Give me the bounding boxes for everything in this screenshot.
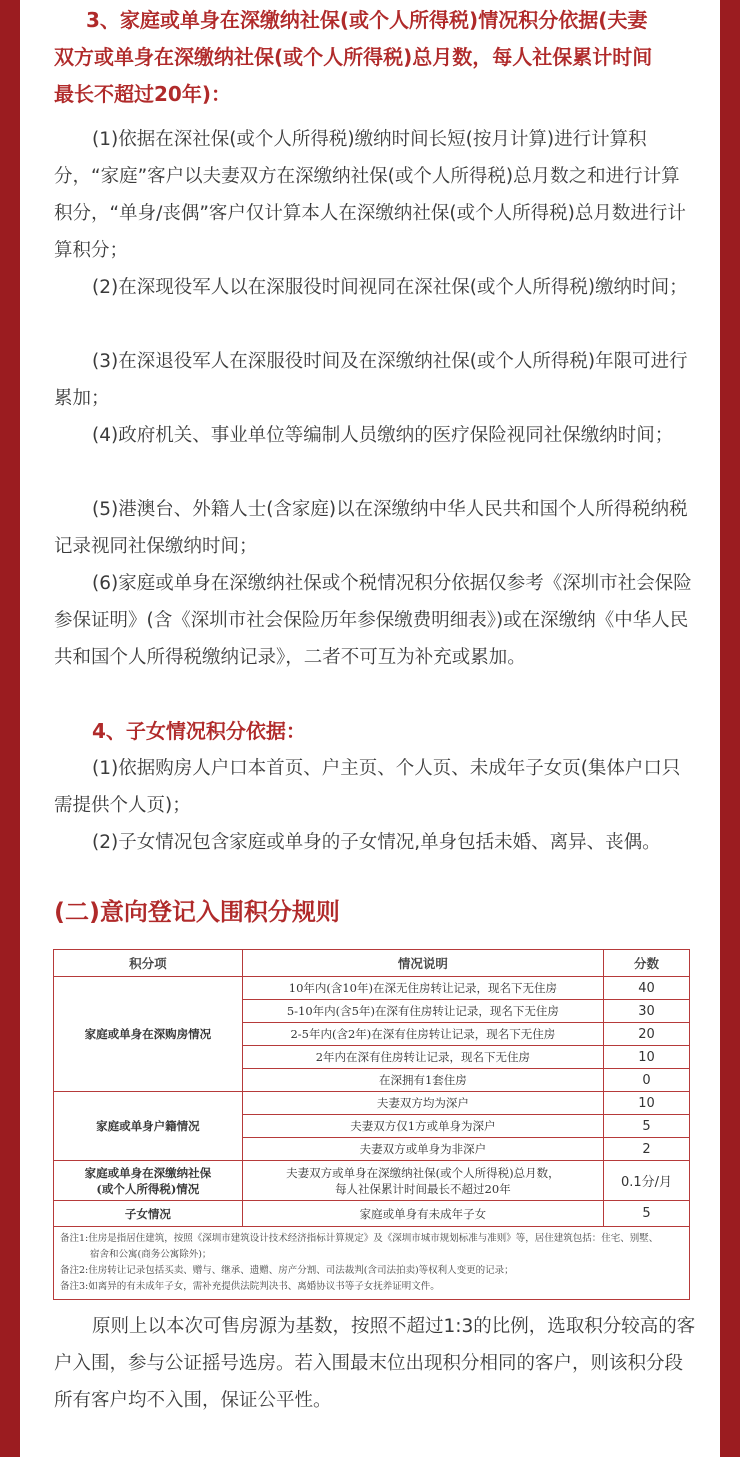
row-score: 2 [604,1138,690,1161]
table-row [54,1161,690,1201]
row-description: 在深拥有1套住房 [242,1069,603,1092]
note-1-line1: 备注1:住房是指居住建筑，按照《深圳市建筑设计技术经济指标计算规定》及《深圳市城市规划标准与准则》等，居住建筑包括：住宅、别墅、 [60,1233,659,1244]
row-description: 家庭或单身有未成年子女 [242,1201,603,1227]
row-description: 夫妻双方仅1方或单身为深户 [242,1115,603,1138]
row-score: 0.1分/月 [604,1161,690,1201]
right-border [720,0,740,1457]
row-score: 0 [604,1069,690,1092]
section3-item-4: (4)政府机关、事业单位等编制人员缴纳的医疗保险视同社保缴纳时间； [92,425,674,446]
row-score: 40 [604,977,690,1000]
left-border [0,0,20,1457]
header-score: 分数 [604,950,690,977]
row-description-line2: 每人社保累计时间最长不超过20年 [335,1181,511,1196]
section3-heading-line1: 3、家庭或单身在深缴纳社保(或个人所得税)情况积分依据(夫妻 [86,8,648,32]
category-children: 子女情况 [54,1201,243,1227]
row-description: 10年内(含10年)在深无住房转让记录，现名下无住房 [242,977,603,1000]
row-score: 10 [604,1046,690,1069]
section-title: (二)意向登记入围积分规则 [54,898,340,926]
section4-item-2: (2)子女情况包含家庭或单身的子女情况,单身包括未婚、离异、丧偶。 [92,832,661,853]
row-score: 20 [604,1023,690,1046]
points-rules-table [53,949,690,1300]
category-hukou: 家庭或单身户籍情况 [54,1092,243,1161]
table-header-row [54,950,690,977]
note-3: 备注3:如离异的有未成年子女，需补充提供法院判决书、离婚协议书等子女抚养证明文件。 [60,1281,440,1292]
table-row [54,1201,690,1227]
section3-item-1: (1)依据在深社保(或个人所得税)缴纳时间长短(按月计算)进行计算积分，“家庭”客户以夫妻双方在深缴纳社保(或个人所得税)总月数之和进行计算积分，“单身/丧偶”客户仅计算本人在深缴纳社保(或个人所得税)总月数进行计算积分； [54,129,686,261]
row-description: 2-5年内(含2年)在深有住房转让记录，现名下无住房 [242,1023,603,1046]
category-social-security-line1: 家庭或单身在深缴纳社保 [84,1165,212,1180]
row-description: 夫妻双方均为深户 [242,1092,603,1115]
row-score: 30 [604,1000,690,1023]
row-score: 5 [604,1201,690,1227]
section3-item-2: (2)在深现役军人以在深服役时间视同在深社保(或个人所得税)缴纳时间； [92,277,688,298]
row-description: 2年内在深有住房转让记录，现名下无住房 [242,1046,603,1069]
row-description [242,1161,603,1201]
table-notes-row [54,1227,690,1300]
row-score: 10 [604,1092,690,1115]
header-description: 情况说明 [242,950,603,977]
section3-heading [54,2,694,113]
section3-item-6: (6)家庭或单身在深缴纳社保或个税情况积分依据仅参考《深圳市社会保险参保证明》(含《深圳市社会保险历年参保缴费明细表》)或在深缴纳《中华人民共和国个人所得税缴纳记录》，二者不可互为补充或累加。 [54,573,692,668]
category-social-security [54,1161,243,1201]
header-item: 积分项 [54,950,243,977]
category-housing: 家庭或单身在深购房情况 [54,977,243,1092]
table-row [54,1092,690,1115]
footer-paragraph: 原则上以本次可售房源为基数，按照不超过1:3的比例，选取积分较高的客户入围，参与公证摇号选房。若入围最末位出现积分相同的客户，则该积分段所有客户均不入围，保证公平性。 [54,1316,696,1411]
section3-heading-line3: 最长不超过20年)： [54,82,231,106]
section3-item-5: (5)港澳台、外籍人士(含家庭)以在深缴纳中华人民共和国个人所得税纳税记录视同社保缴纳时间； [54,499,688,557]
table-row [54,977,690,1000]
category-social-security-line2: (或个人所得税)情况 [96,1181,200,1196]
section4-item-1: (1)依据购房人户口本首页、户主页、个人页、未成年子女页(集体户口只需提供个人页)； [54,758,681,816]
row-description: 夫妻双方或单身为非深户 [242,1138,603,1161]
table-notes [54,1227,690,1300]
note-1-line2: 宿舍和公寓(商务公寓除外)； [90,1249,212,1260]
row-description: 5-10年内(含5年)在深有住房转让记录，现名下无住房 [242,1000,603,1023]
section3-heading-line2: 双方或单身在深缴纳社保(或个人所得税)总月数，每人社保累计时间 [54,45,653,69]
section4-heading: 4、子女情况积分依据： [92,719,306,743]
note-2: 备注2:住房转让记录包括买卖、赠与、继承、遗赠、房产分割、司法裁判(含司法拍卖)等权利人变更的记录； [60,1265,514,1276]
row-description-line1: 夫妻双方或单身在深缴纳社保(或个人所得税)总月数， [286,1165,560,1180]
section3-item-3: (3)在深退役军人在深服役时间及在深缴纳社保(或个人所得税)年限可进行累加； [54,351,688,409]
row-score: 5 [604,1115,690,1138]
